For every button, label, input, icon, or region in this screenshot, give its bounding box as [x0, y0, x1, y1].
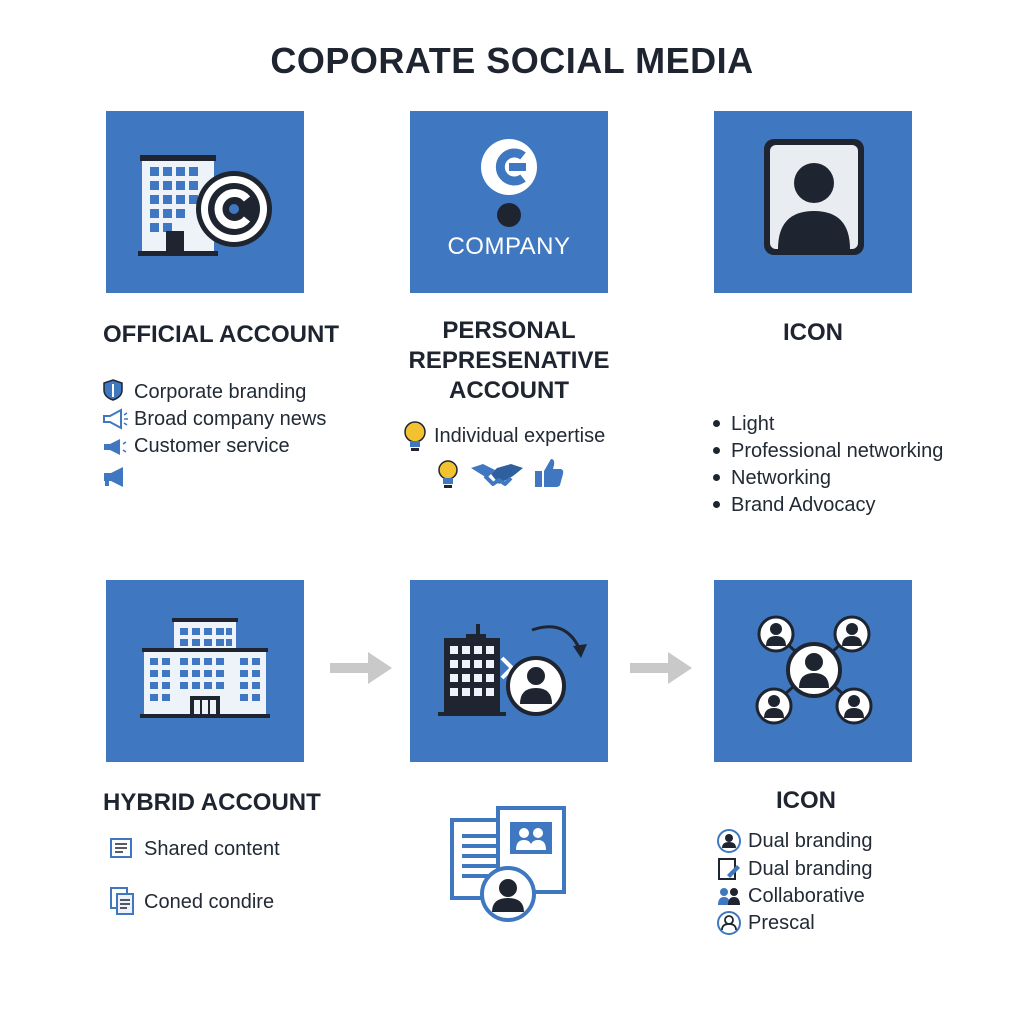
hybrid-account-tile	[106, 580, 304, 762]
office-building-icon	[106, 580, 304, 762]
documents-with-person-icon	[448, 802, 570, 924]
icon-tile	[714, 111, 912, 293]
heading-line: PERSONAL	[442, 317, 576, 344]
person-circle-icon	[716, 828, 742, 854]
thumbs-up-icon	[533, 457, 565, 489]
bullet-icon	[713, 447, 720, 454]
list-item: Light	[731, 413, 775, 435]
transition-tile	[410, 580, 608, 762]
profile-portrait-icon	[714, 111, 912, 293]
list-item: Dual branding	[748, 830, 873, 852]
heading-line: REPRESENATIVE	[408, 347, 610, 374]
document-icon	[109, 836, 135, 860]
arrow-right-icon	[328, 648, 394, 688]
company-logo-icon	[410, 111, 608, 293]
list-item: Brand Advocacy	[731, 494, 876, 516]
list-item: Dual branding	[748, 858, 873, 880]
network-tile	[714, 580, 912, 762]
official-account-heading: OFFICIAL ACCOUNT	[103, 321, 339, 348]
list-item: Professional networking	[731, 440, 944, 462]
list-item: Coned condire	[144, 891, 275, 913]
person-outline-icon	[716, 910, 742, 936]
list-item: Broad company news	[134, 408, 327, 430]
official-account-tile	[106, 111, 304, 293]
lightbulb-icon	[402, 420, 428, 454]
handshake-icon	[469, 458, 525, 490]
lightbulb-icon	[436, 459, 460, 491]
list-item: Individual expertise	[434, 425, 606, 447]
list-item: Customer service	[134, 435, 290, 457]
megaphone-icon	[101, 435, 129, 459]
list-item: Corporate branding	[134, 381, 307, 403]
list-item: Networking	[731, 467, 832, 489]
documents-icon	[109, 886, 137, 916]
building-to-person-icon	[410, 580, 608, 762]
hybrid-account-heading: HYBRID ACCOUNT	[103, 789, 321, 816]
company-label: COMPANY	[447, 233, 571, 260]
list-item: Shared content	[144, 838, 280, 860]
icon-heading: ICON	[783, 319, 843, 346]
list-item: Prescal	[748, 912, 815, 934]
people-network-icon	[714, 580, 912, 762]
list-item: Collaborative	[748, 885, 865, 907]
collaborate-icon	[716, 883, 742, 909]
building-with-logo-icon	[106, 111, 304, 293]
bullet-icon	[713, 474, 720, 481]
bullet-icon	[713, 420, 720, 427]
personal-account-heading	[395, 316, 623, 406]
arrow-right-icon	[628, 648, 694, 688]
heading-line: ACCOUNT	[449, 377, 569, 404]
document-edit-icon	[716, 856, 742, 882]
page-title: COPORATE SOCIAL MEDIA	[270, 40, 754, 81]
bullet-icon	[713, 501, 720, 508]
megaphone-icon	[101, 407, 129, 431]
megaphone-icon	[101, 465, 131, 489]
personal-account-tile	[410, 111, 608, 293]
shield-icon	[101, 378, 125, 402]
icon-heading: ICON	[776, 787, 836, 814]
